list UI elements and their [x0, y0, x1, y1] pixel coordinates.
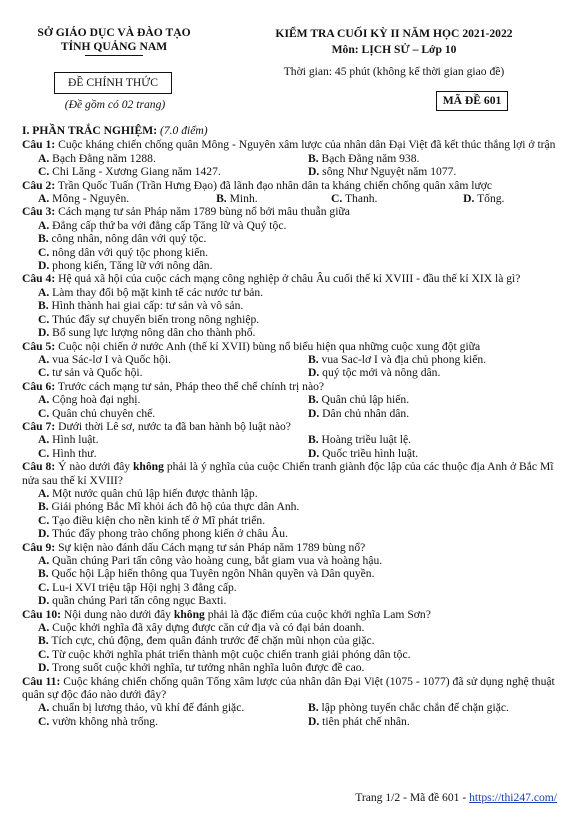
answer-option — [292, 407, 562, 420]
option-text: Cuộc khởi nghĩa đã xây dựng được căn cứ địa và có đại bản doanh. — [49, 621, 365, 635]
department-name: SỞ GIÁO DỤC VÀ ĐÀO TẠO — [37, 26, 191, 39]
option-text: Cộng hoà đại nghị. — [49, 393, 141, 407]
answer-options — [22, 393, 562, 420]
question — [22, 608, 562, 675]
exam-subject: Môn: LỊCH SỬ – Lớp 10 — [331, 43, 457, 56]
question-stem — [22, 675, 562, 702]
option-text: Quân chủ lập hiến. — [318, 393, 410, 407]
question-stem — [22, 541, 562, 554]
option-letter: A. — [38, 151, 50, 165]
exam-title: KIỂM TRA CUỐI KỲ II NĂM HỌC 2021-2022 — [275, 27, 513, 40]
answer-option — [292, 366, 562, 379]
option-letter: B. — [308, 433, 319, 447]
option-letter: B. — [38, 299, 49, 313]
answer-option — [22, 192, 200, 205]
question-text: Trần Quốc Tuấn (Trần Hưng Đạo) đã lãnh đạo nhân dân ta kháng chiến chống quân xâm lược — [57, 178, 493, 192]
answer-options — [22, 152, 562, 179]
option-text: vua Sác-lơ I và Quốc hội. — [49, 352, 171, 366]
question — [22, 541, 562, 608]
answer-option — [22, 259, 562, 272]
answer-option — [22, 621, 562, 634]
option-letter: D. — [308, 366, 320, 380]
question-text: Hệ quả xã hội của cuộc cách mạng công nghiệp ở châu Âu cuối thế kỉ XVIII - đầu thế kỉ XIX là gì? — [58, 272, 521, 286]
question-label: Câu 6: — [22, 379, 56, 393]
question-text: Cuộc nội chiến ở nước Anh (thế kỉ XVII) bùng nổ biểu hiện qua những cuộc xung đột giữa — [58, 339, 481, 353]
option-text: sông Như Nguyệt năm 1077. — [319, 165, 457, 179]
option-text: Dân chủ nhân dân. — [319, 406, 410, 420]
answer-options — [22, 621, 562, 675]
answer-option — [22, 701, 292, 714]
option-text: Thúc đẩy phong trào chống phong kiến ở châu Âu. — [49, 527, 288, 541]
answer-option — [22, 581, 562, 594]
option-letter: D. — [38, 594, 50, 608]
option-letter: C. — [38, 312, 50, 326]
question-text: Cuộc kháng chiến chống quân Tống xâm lược của nhân dân Đại Việt (1075 - 1077) đã sử dụng nghệ thuật quân sự độc đáo nào dưới đây? — [22, 674, 555, 702]
option-text: Tống. — [474, 192, 505, 206]
option-text: Lu-i XVI triệu tập Hội nghị 3 đẳng cấp. — [49, 580, 237, 594]
question-text: Cuộc kháng chiến chống quân Mông - Nguyên xâm lược của nhân dân Đại Việt đã kết thúc thắng lợi ở trận — [58, 138, 556, 152]
option-letter: D. — [38, 326, 50, 340]
department-header — [14, 26, 214, 56]
option-letter: B. — [308, 701, 319, 715]
option-letter: A. — [38, 218, 50, 232]
answer-option — [22, 554, 562, 567]
page-footer — [355, 791, 557, 804]
option-letter: A. — [38, 433, 50, 447]
answer-option — [22, 567, 562, 580]
answer-option — [22, 246, 562, 259]
option-letter: B. — [308, 393, 319, 407]
option-letter: D. — [38, 661, 50, 675]
option-letter: B. — [308, 352, 319, 366]
answer-option — [22, 433, 292, 446]
question-text: Cách mạng tư sản Pháp năm 1789 bùng nổ bởi mâu thuẫn giữa — [58, 205, 350, 219]
option-text: Bạch Đằng năm 1288. — [49, 151, 156, 165]
question-stem — [22, 138, 562, 151]
question — [22, 272, 562, 339]
question-stem — [22, 272, 562, 285]
header-divider — [85, 55, 143, 56]
question-label: Câu 1: — [22, 138, 56, 152]
option-letter: C. — [38, 647, 50, 661]
question — [22, 138, 562, 178]
answer-options — [22, 219, 562, 273]
option-letter: B. — [308, 151, 319, 165]
option-text: Hình thư. — [49, 446, 97, 460]
answer-option — [22, 366, 292, 379]
option-letter: B. — [216, 192, 227, 206]
option-text: tiên phát chế nhân. — [319, 714, 410, 728]
option-letter: A. — [38, 621, 50, 635]
question-stem — [22, 460, 562, 487]
option-text: Hình luật. — [49, 433, 99, 447]
answer-option — [22, 232, 562, 245]
question-stem — [22, 205, 562, 218]
option-letter: A. — [38, 285, 50, 299]
option-letter: C. — [38, 513, 50, 527]
question-label: Câu 8: — [22, 460, 56, 474]
question-stem — [22, 420, 562, 433]
answer-options — [22, 192, 562, 205]
answer-options — [22, 433, 562, 460]
answer-option — [22, 661, 562, 674]
option-text: Thúc đẩy sự chuyển biến trong nông nghiệp. — [49, 312, 260, 326]
option-text: Quân chủ chuyên chế. — [49, 406, 156, 420]
answer-option — [292, 353, 562, 366]
exam-content — [22, 124, 562, 728]
answer-options — [22, 701, 562, 728]
answer-option — [292, 393, 562, 406]
option-text: Hình thành hai giai cấp: tư sản và vô sản. — [48, 299, 244, 313]
option-text: chuẩn bị lương thảo, vũ khí để đánh giặc. — [49, 701, 245, 715]
question-label: Câu 5: — [22, 339, 56, 353]
option-letter: A. — [38, 486, 50, 500]
answer-option — [200, 192, 315, 205]
option-letter: D. — [308, 446, 320, 460]
option-text: Tạo điều kiện cho nền kinh tế ở Mĩ phát triển. — [49, 513, 266, 527]
question-text: Ý nào dưới đây — [58, 460, 133, 474]
question — [22, 460, 562, 540]
answer-option — [22, 715, 292, 728]
question-text: Trước cách mạng tư sản, Pháp theo thể chế chính trị nào? — [57, 379, 325, 393]
option-letter: A. — [38, 352, 50, 366]
option-text: phong kiến, Tăng lữ với nông dân. — [49, 259, 213, 273]
question-label: Câu 3: — [22, 205, 56, 219]
option-text: Quốc triều hình luật. — [319, 446, 419, 460]
answer-options — [22, 353, 562, 380]
question-emphasis: không — [173, 607, 205, 621]
option-letter: A. — [38, 192, 50, 206]
option-text: vườn không nhà trống. — [49, 714, 158, 728]
answer-option — [22, 152, 292, 165]
answer-option — [22, 634, 562, 647]
exam-code-badge: MÃ ĐỀ 601 — [436, 91, 508, 111]
answer-option — [22, 313, 562, 326]
option-letter: B. — [38, 634, 49, 648]
option-text: lập phòng tuyến chắc chắn để chặn giặc. — [318, 701, 509, 715]
answer-option — [447, 192, 562, 205]
question-stem — [22, 608, 562, 621]
question-label: Câu 7: — [22, 419, 56, 433]
question — [22, 380, 562, 420]
question-text: Sự kiện nào đánh dấu Cách mạng tư sản Pháp năm 1789 bùng nổ? — [58, 540, 366, 554]
option-text: Chi Lăng - Xương Giang năm 1427. — [49, 165, 221, 179]
option-text: Quốc hội Lập hiến thông qua Tuyên ngôn Nhân quyền và Dân quyền. — [48, 567, 375, 581]
option-text: Bổ sung lực lượng nông dân cho thành phố. — [49, 326, 256, 340]
province-name: TỈNH QUẢNG NAM — [60, 40, 168, 53]
answer-option — [22, 514, 562, 527]
section-heading: I. PHẦN TRẮC NGHIỆM: — [22, 124, 158, 137]
answer-option — [22, 286, 562, 299]
answer-option — [22, 326, 562, 339]
section-title — [22, 124, 562, 137]
option-text: quần chúng Pari tấn công ngục Baxti. — [49, 594, 227, 608]
option-text: Đẳng cấp thứ ba với đẳng cấp Tăng lữ và Quý tộc. — [49, 218, 287, 232]
answer-option — [22, 527, 562, 540]
option-text: Từ cuộc khởi nghĩa phát triển thành một cuộc chiến tranh giải phóng dân tộc. — [49, 647, 411, 661]
answer-option — [315, 192, 447, 205]
answer-option — [292, 165, 562, 178]
question-text: phải là đặc điểm của cuộc khởi nghĩa Lam Sơn? — [204, 607, 431, 621]
answer-options — [22, 487, 562, 541]
option-letter: A. — [38, 554, 50, 567]
option-letter: B. — [38, 500, 49, 514]
answer-option — [22, 648, 562, 661]
option-text: quý tộc mới và nông dân. — [319, 366, 441, 380]
option-letter: D. — [38, 527, 50, 541]
option-letter: D. — [308, 406, 320, 420]
question — [22, 205, 562, 272]
answer-option — [22, 393, 292, 406]
option-letter: C. — [38, 714, 50, 728]
question — [22, 179, 562, 206]
question-text: phải là ý nghĩa của cuộc Chiến tranh giành độc lập của các thuộc địa Anh ở Bắc Mĩ nửa sau thế kỉ XVIII? — [22, 460, 554, 487]
exam-time: Thời gian: 45 phút (không kể thời gian giao đề) — [283, 65, 505, 78]
option-text: Thanh. — [342, 192, 378, 206]
official-exam-badge: ĐỀ CHÍNH THỨC — [54, 72, 172, 94]
option-letter: B. — [38, 567, 49, 581]
answer-option — [292, 447, 562, 460]
option-letter: A. — [38, 701, 50, 715]
answer-option — [22, 594, 562, 607]
option-text: nông dân với quý tộc phong kiến. — [49, 245, 209, 259]
option-text: tư sản và Quốc hội. — [49, 366, 143, 380]
answer-option — [22, 407, 292, 420]
option-letter: C. — [38, 165, 50, 179]
question — [22, 675, 562, 729]
answer-option — [22, 165, 292, 178]
option-letter: C. — [38, 406, 50, 420]
question — [22, 340, 562, 380]
question-label: Câu 11: — [22, 674, 61, 688]
option-text: công nhân, nông dân với quý tộc. — [48, 232, 207, 246]
option-text: Hoàng triều luật lệ. — [318, 433, 412, 447]
option-text: Trong suốt cuộc khởi nghĩa, tư tưởng nhân nghĩa luôn được đề cao. — [49, 661, 365, 675]
question-label: Câu 9: — [22, 540, 56, 554]
option-letter: A. — [38, 393, 50, 407]
option-text: Tích cực, chủ động, đem quân đánh trước để chặn mũi nhọn của giặc. — [48, 634, 375, 648]
exam-header — [238, 26, 550, 58]
option-letter: C. — [38, 245, 50, 259]
answer-option — [22, 487, 562, 500]
answer-option — [292, 152, 562, 165]
question-text: Nội dung nào dưới đây — [63, 607, 174, 621]
option-text: Minh. — [226, 192, 258, 206]
question — [22, 420, 562, 460]
answer-option — [292, 701, 562, 714]
option-letter: D. — [308, 714, 320, 728]
answer-option — [22, 447, 292, 460]
question-label: Câu 10: — [22, 607, 61, 621]
option-letter: B. — [38, 232, 49, 246]
option-text: Làm thay đổi bộ mặt kinh tế các nước tư bản. — [49, 285, 264, 299]
answer-options — [22, 286, 562, 340]
question-label: Câu 4: — [22, 272, 56, 286]
option-letter: D. — [308, 165, 320, 179]
question-label: Câu 2: — [22, 178, 56, 192]
footer-text: Trang 1/2 - Mã đề 601 - — [355, 791, 470, 804]
question-stem — [22, 340, 562, 353]
answer-option — [292, 433, 562, 446]
option-letter: C. — [38, 446, 50, 460]
answer-option — [22, 219, 562, 232]
section-points: (7.0 điểm) — [159, 124, 208, 137]
question-list — [22, 138, 562, 728]
option-text: Mông - Nguyên. — [49, 192, 130, 206]
option-text: Quần chúng Pari tấn công vào hoàng cung, bắt giam vua và hoàng hậu. — [49, 554, 383, 567]
option-text: Bạch Đằng năm 938. — [318, 151, 420, 165]
option-letter: C. — [38, 366, 50, 380]
question-text: Dưới thời Lê sơ, nước ta đã ban hành bộ luật nào? — [58, 419, 291, 433]
answer-option — [22, 353, 292, 366]
option-letter: C. — [330, 192, 343, 206]
footer-link[interactable]: https://thi247.com/ — [469, 791, 557, 804]
question-emphasis: không — [132, 460, 164, 474]
question-stem — [22, 179, 562, 192]
option-letter: D. — [38, 259, 50, 273]
question-stem — [22, 380, 562, 393]
option-text: Giải phóng Bắc Mĩ khỏi ách đô hộ của thực dân Anh. — [48, 500, 300, 514]
answer-option — [292, 715, 562, 728]
option-text: vua Sac-lơ I và địa chủ phong kiến. — [318, 352, 487, 366]
answer-options — [22, 554, 562, 608]
answer-option — [22, 299, 562, 312]
option-text: Một nước quân chủ lập hiến được thành lập. — [49, 486, 258, 500]
pages-note: (Đề gồm có 02 trang) — [64, 98, 166, 111]
answer-option — [22, 500, 562, 513]
option-letter: D. — [463, 192, 475, 206]
option-letter: C. — [38, 580, 50, 594]
